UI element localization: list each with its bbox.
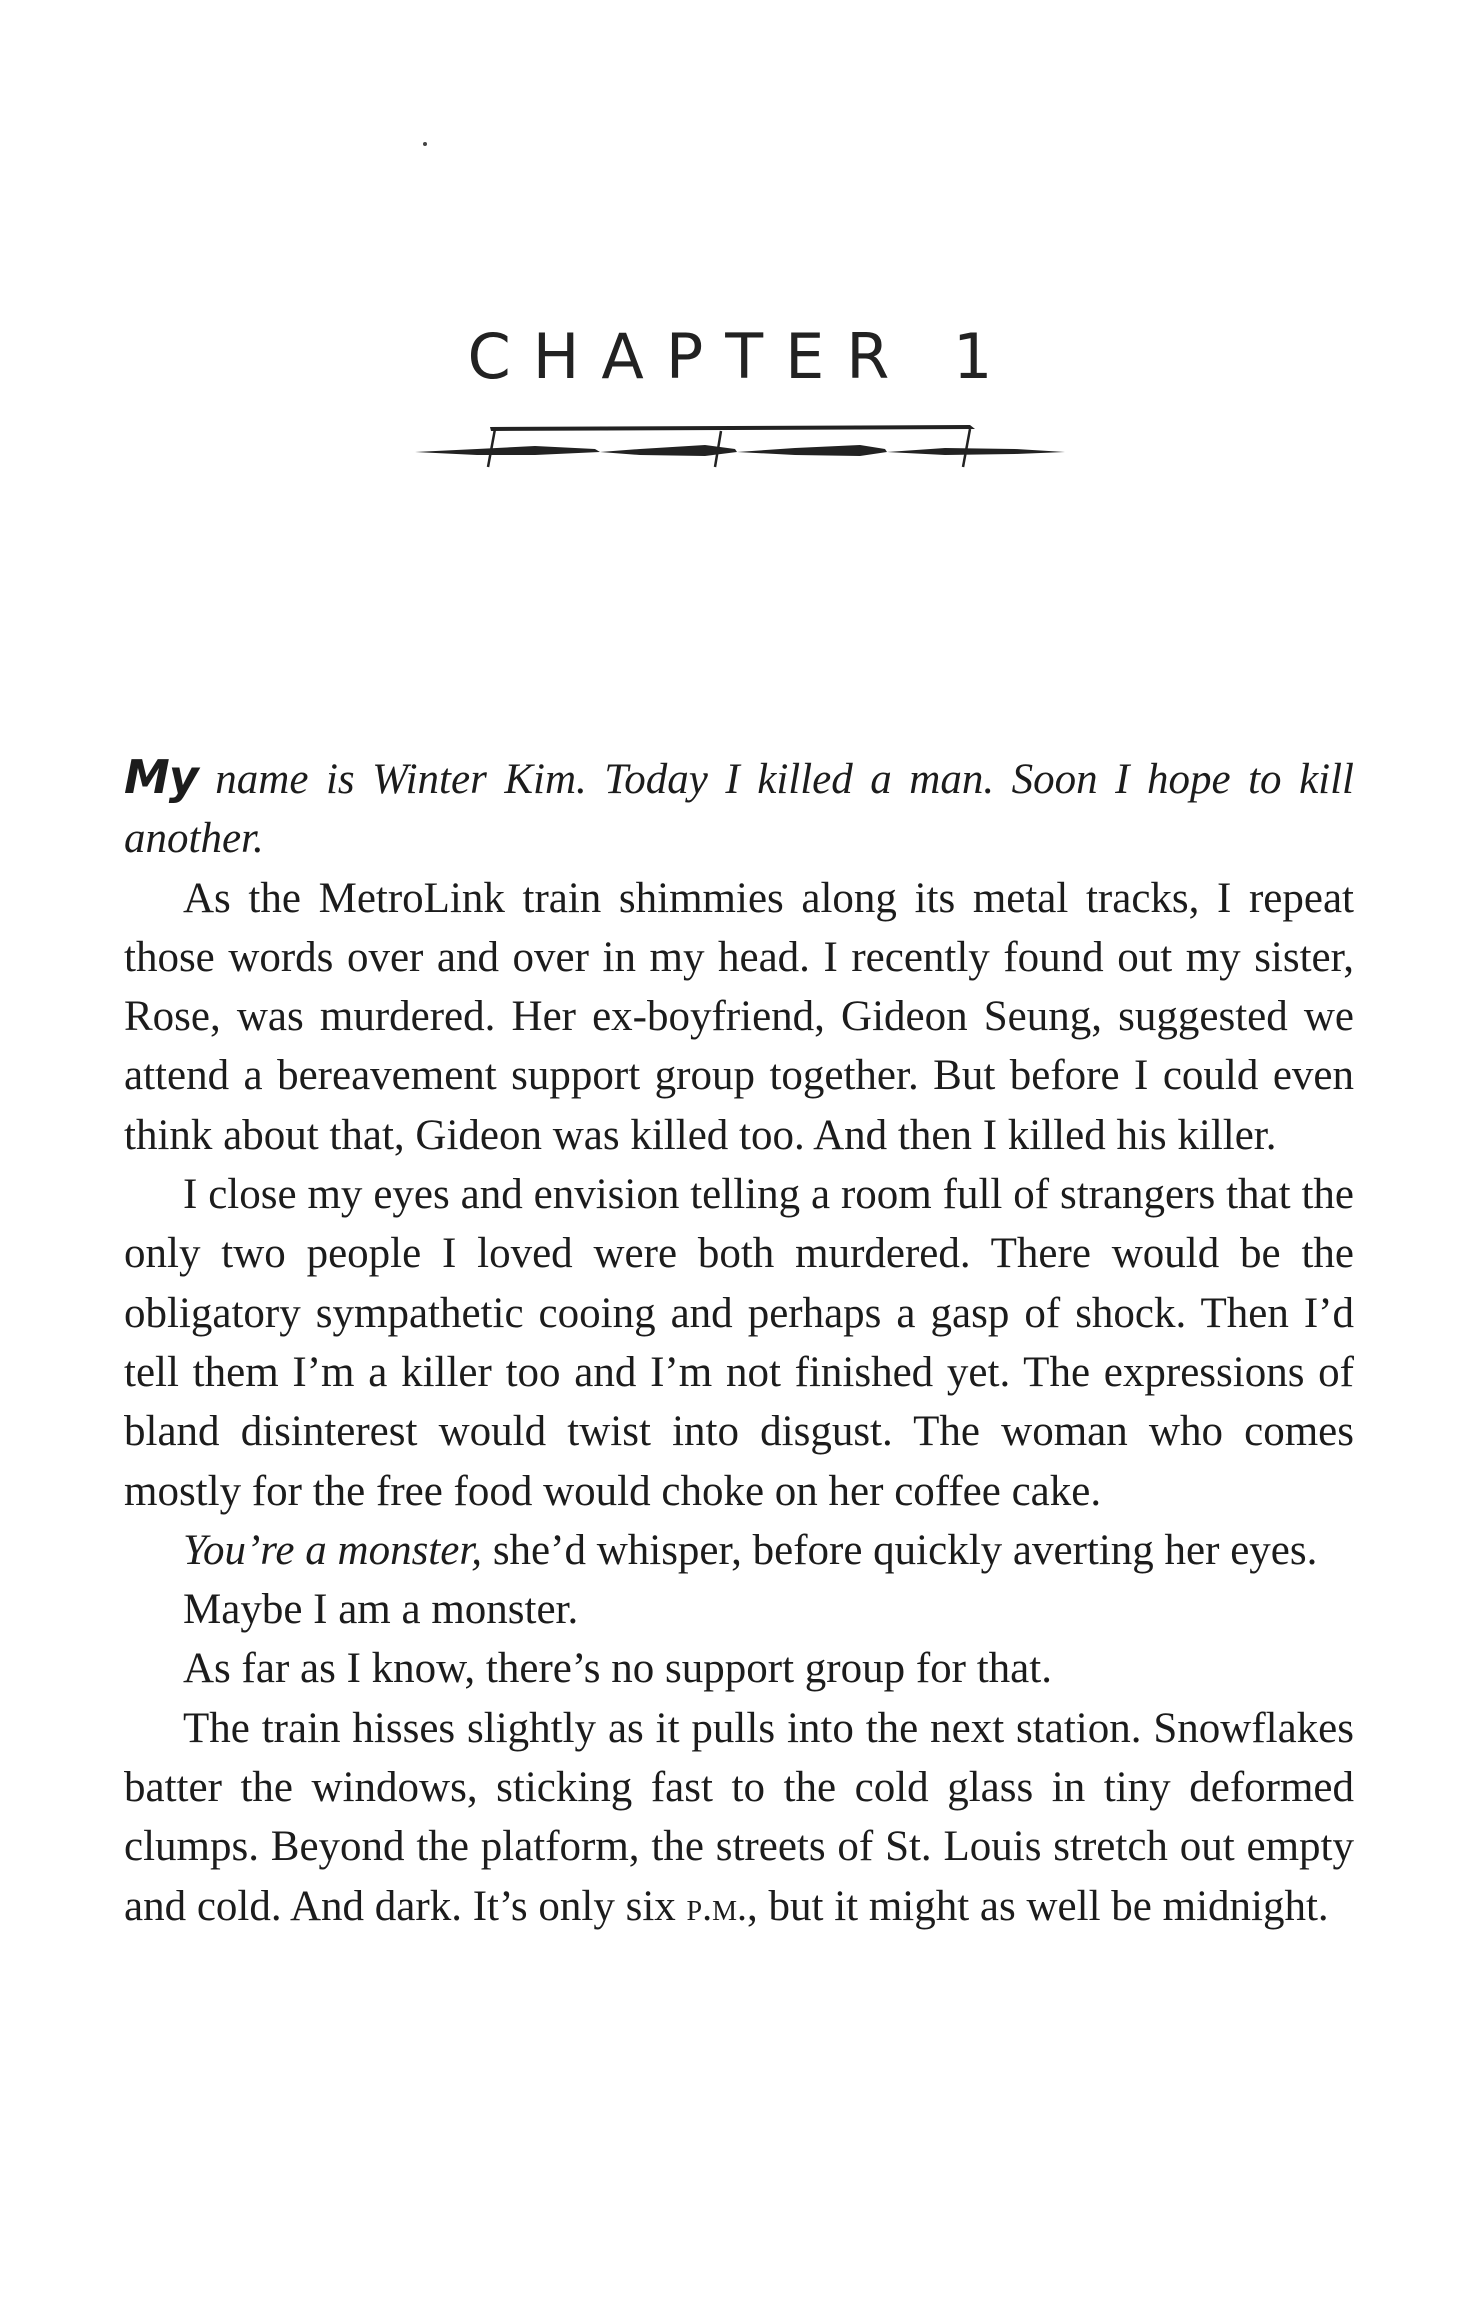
chapter-heading: CHAPTER 1	[467, 320, 1015, 393]
italic-quote: You’re a monster,	[183, 1526, 483, 1574]
paragraph-text: The train hisses slightly as it pulls into the next station. Snowflakes batter the windows, sticking fast to the cold glass in tiny deformed clumps. Beyond the platform, the streets of St. Louis stretch out empty and cold. And dark. It’s only six	[124, 1704, 1354, 1930]
paragraph: Maybe I am a monster.	[183, 1586, 579, 1634]
paragraph	[124, 1699, 1354, 1936]
paragraph: As the MetroLink train shimmies along its metal tracks, I repeat those words over and over in my head. I recently found out my sister, Rose, was murdered. Her ex-boyfriend, Gideon Seung, suggested we attend a bereavement support group together. But before I could even think about that, Gideon was killed too. And then I killed his killer.	[124, 874, 1354, 1159]
paragraph-opening	[124, 748, 1354, 869]
print-speck	[423, 142, 427, 146]
opening-sentence: name is Winter Kim. Today I killed a man. Soon I hope to kill another.	[124, 756, 1354, 863]
time-marker: p.m.	[686, 1883, 747, 1929]
paragraph-text: she’d whisper, before quickly averting her eyes.	[482, 1526, 1318, 1574]
opening-word: My	[124, 750, 198, 804]
chapter-body	[124, 748, 1354, 1936]
paragraph: I close my eyes and envision telling a room full of strangers that the only two people I loved were both murdered. There would be the obligatory sympathetic cooing and perhaps a gasp of shock. Then I’d tell them I’m a killer too and I’m not finished yet. The expressions of bland disinterest would twist into disgust. The woman who comes mostly for the free food would choke on her coffee cake.	[124, 1171, 1354, 1515]
paragraph-text-end: , but it might as well be midnight.	[747, 1882, 1329, 1930]
chapter-ornament-divider	[415, 415, 1065, 475]
paragraph	[124, 1521, 1354, 1580]
paragraph: As far as I know, there’s no support group for that.	[183, 1645, 1052, 1693]
